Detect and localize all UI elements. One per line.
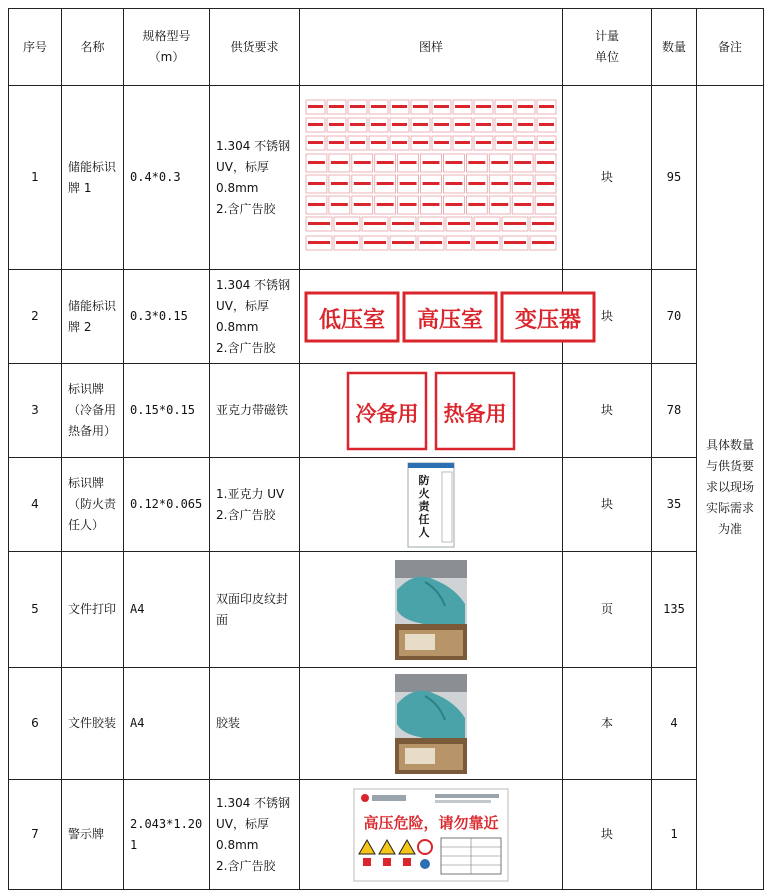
label-tile	[530, 236, 556, 250]
label-tile	[474, 217, 500, 231]
fire-duty-sign-text: 防火责任人	[418, 473, 430, 539]
label-tile	[466, 196, 487, 214]
row-spec: 0.12*0.065	[124, 458, 210, 552]
sample-cell-7	[300, 780, 563, 890]
label-tile	[352, 196, 373, 214]
table-row	[9, 86, 764, 270]
fire-duty-sign-image	[406, 462, 456, 548]
label-tile	[512, 196, 533, 214]
row-name: 标识牌（冷备用 热备用）	[62, 364, 124, 458]
row-supply: 1.亚克力 UV 2.含广告胶	[210, 458, 300, 552]
label-tile	[411, 100, 430, 114]
label-tile	[329, 154, 350, 172]
label-tile	[530, 217, 556, 231]
label-tile	[306, 136, 325, 150]
label-tile	[443, 175, 464, 193]
label-tile	[306, 236, 332, 250]
sample-cell-2	[300, 270, 582, 364]
label-tile	[306, 118, 325, 132]
label-tile	[432, 100, 451, 114]
label-tile	[329, 196, 350, 214]
label-tile	[466, 154, 487, 172]
label-tile	[362, 236, 388, 250]
row-qty: 95	[652, 86, 697, 270]
row-supply: 双面印皮纹封面	[210, 552, 300, 668]
table-row	[9, 552, 764, 668]
label-tile	[306, 154, 327, 172]
standby-sign-text: 冷备用	[355, 401, 419, 426]
label-tile	[348, 136, 367, 150]
row-no: 2	[9, 270, 62, 364]
label-tile	[474, 118, 493, 132]
label-tile	[537, 100, 556, 114]
label-tile	[489, 154, 510, 172]
table-row	[9, 364, 764, 458]
room-sign-text: 高压室	[416, 307, 484, 333]
label-tile	[352, 154, 373, 172]
label-tile	[421, 196, 442, 214]
label-tile	[327, 136, 346, 150]
row-qty: 35	[652, 458, 697, 552]
prohibition-icon	[403, 858, 411, 866]
label-tile	[334, 236, 360, 250]
standby-sign-text: 热备用	[443, 401, 507, 426]
room-sign	[404, 293, 496, 341]
label-tile	[362, 217, 388, 231]
label-tile	[327, 118, 346, 132]
label-tile	[348, 118, 367, 132]
label-tile	[489, 196, 510, 214]
row-name: 标识牌（防火责任人）	[62, 458, 124, 552]
label-tile	[390, 118, 409, 132]
label-tile	[474, 136, 493, 150]
logo-icon	[361, 794, 369, 802]
table-row	[9, 270, 764, 364]
label-tile	[474, 100, 493, 114]
label-tile	[443, 196, 464, 214]
label-tile	[306, 217, 332, 231]
row-name: 文件打印	[62, 552, 124, 668]
row-no: 1	[9, 86, 62, 270]
document-photo	[395, 560, 467, 660]
label-tile	[512, 154, 533, 172]
label-tile	[537, 136, 556, 150]
label-tile	[390, 136, 409, 150]
label-tile	[398, 154, 419, 172]
label-tile	[432, 118, 451, 132]
label-tile	[443, 154, 464, 172]
label-tile	[512, 175, 533, 193]
label-tile	[369, 136, 388, 150]
label-tile	[432, 136, 451, 150]
table-row	[9, 668, 764, 780]
row-no: 3	[9, 364, 62, 458]
row-spec: 0.4*0.3	[124, 86, 210, 270]
sample-cell-6	[300, 668, 563, 780]
prohibition-icon	[418, 840, 432, 854]
sample-cell-1	[300, 86, 563, 270]
header-sample: 图样	[300, 9, 563, 86]
room-sign	[502, 293, 594, 341]
label-tile	[390, 100, 409, 114]
warning-sign-title: 高压危险，请勿靠近	[363, 813, 499, 832]
row-spec: 0.3*0.15	[124, 270, 210, 364]
label-tile	[535, 154, 556, 172]
label-tile	[375, 175, 396, 193]
label-tile	[352, 175, 373, 193]
row-unit: 块	[563, 364, 652, 458]
label-tile	[327, 100, 346, 114]
row-name: 储能标识牌 1	[62, 86, 124, 270]
remark-cell: 具体数量与供货要求以现场实际需求为准	[697, 86, 764, 890]
row-no: 4	[9, 458, 62, 552]
label-tile	[411, 118, 430, 132]
label-tile	[453, 100, 472, 114]
row-name: 储能标识牌 2	[62, 270, 124, 364]
label-tile	[390, 217, 416, 231]
row-unit: 块	[563, 780, 652, 890]
label-tile	[516, 136, 535, 150]
row-unit: 页	[563, 552, 652, 668]
header-name: 名称	[62, 9, 124, 86]
header-spec: 规格型号 （m）	[124, 9, 210, 86]
row-unit: 块	[563, 86, 652, 270]
sample-cell-3	[300, 364, 563, 458]
label-tile	[453, 136, 472, 150]
row-unit: 块	[563, 458, 652, 552]
label-tile	[421, 154, 442, 172]
prohibition-icon	[363, 858, 371, 866]
row-spec: 2.043*1.201	[124, 780, 210, 890]
sample-cell-4	[300, 458, 563, 552]
room-sign	[306, 293, 398, 341]
row-qty: 135	[652, 552, 697, 668]
row-qty: 70	[652, 270, 697, 364]
row-supply: 1.304 不锈钢 UV，标厚 0.8mm 2.含广告胶	[210, 780, 300, 890]
row-no: 7	[9, 780, 62, 890]
label-tile	[369, 100, 388, 114]
row-no: 5	[9, 552, 62, 668]
row-spec: A4	[124, 552, 210, 668]
row-supply: 1.304 不锈钢 UV，标厚 0.8mm 2.含广告胶	[210, 86, 300, 270]
label-tile	[418, 217, 444, 231]
table-row	[9, 458, 764, 552]
header-remark: 备注	[697, 9, 764, 86]
row-unit: 本	[563, 668, 652, 780]
procurement-table	[8, 8, 764, 890]
label-tile	[516, 118, 535, 132]
label-tile	[421, 175, 442, 193]
label-tile	[306, 175, 327, 193]
header-row	[9, 9, 764, 86]
label-tile	[495, 118, 514, 132]
label-tile	[446, 217, 472, 231]
label-tile	[474, 236, 500, 250]
row-unit: 块	[563, 270, 652, 364]
warning-sign-image	[353, 788, 509, 882]
row-name: 文件胶装	[62, 668, 124, 780]
label-tile	[466, 175, 487, 193]
label-tile	[390, 236, 416, 250]
label-tile	[348, 100, 367, 114]
label-tile	[502, 217, 528, 231]
label-tile	[502, 236, 528, 250]
row-supply: 1.304 不锈钢 UV，标厚 0.8mm 2.含广告胶	[210, 270, 300, 364]
header-qty: 数量	[652, 9, 697, 86]
room-sign-text: 变压器	[514, 307, 582, 333]
label-sheet-image	[304, 98, 558, 258]
label-tile	[306, 100, 325, 114]
label-tile	[334, 217, 360, 231]
label-tile	[398, 175, 419, 193]
label-tile	[453, 118, 472, 132]
label-tile	[411, 136, 430, 150]
header-supply: 供货要求	[210, 9, 300, 86]
prohibition-icon	[383, 858, 391, 866]
row-name: 警示牌	[62, 780, 124, 890]
row-qty: 1	[652, 780, 697, 890]
label-tile	[375, 154, 396, 172]
room-sign-text: 低压室	[318, 307, 386, 333]
label-tile	[375, 196, 396, 214]
label-tile	[369, 118, 388, 132]
standby-signs-image	[346, 371, 516, 451]
label-tile	[516, 100, 535, 114]
label-tile	[446, 236, 472, 250]
label-tile	[495, 100, 514, 114]
room-signs-image	[304, 289, 582, 345]
table-row	[9, 780, 764, 890]
label-tile	[306, 196, 327, 214]
label-tile	[418, 236, 444, 250]
row-supply: 胶装	[210, 668, 300, 780]
row-qty: 78	[652, 364, 697, 458]
standby-sign	[348, 373, 426, 449]
header-no: 序号	[9, 9, 62, 86]
row-qty: 4	[652, 668, 697, 780]
label-tile	[398, 196, 419, 214]
label-tile	[329, 175, 350, 193]
sample-cell-5	[300, 552, 563, 668]
header-unit: 计量 单位	[563, 9, 652, 86]
label-tile	[535, 196, 556, 214]
label-tile	[537, 118, 556, 132]
row-spec: 0.15*0.15	[124, 364, 210, 458]
row-spec: A4	[124, 668, 210, 780]
label-tile	[489, 175, 510, 193]
row-supply: 亚克力带磁铁	[210, 364, 300, 458]
standby-sign	[436, 373, 514, 449]
label-tile	[535, 175, 556, 193]
mandatory-icon	[420, 859, 430, 869]
row-no: 6	[9, 668, 62, 780]
label-tile	[495, 136, 514, 150]
binding-photo	[395, 674, 467, 774]
